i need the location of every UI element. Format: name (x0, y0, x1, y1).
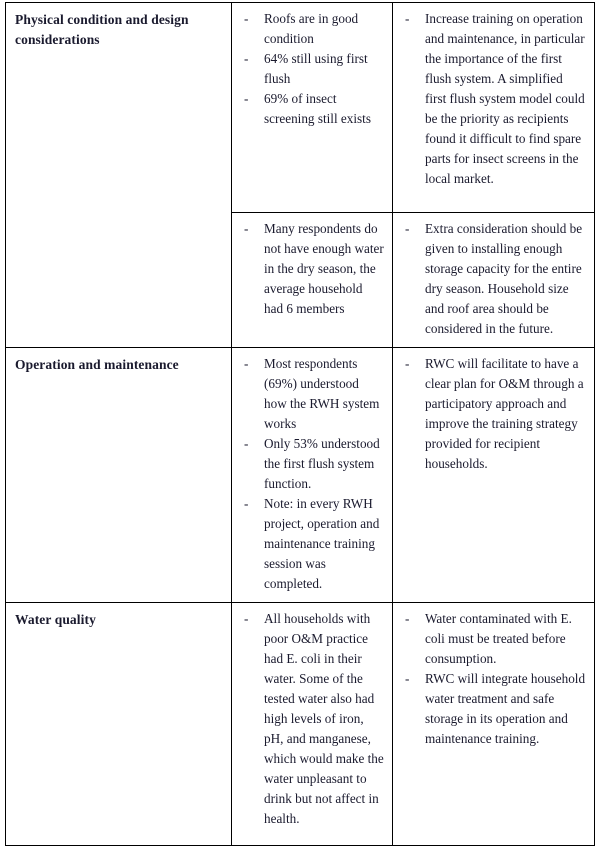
list-item (240, 609, 384, 829)
dash-bullet-icon: - (405, 356, 410, 371)
findings-content (232, 213, 392, 327)
list-item-text: 64% still using first flush (264, 51, 368, 86)
recommendations-cell (393, 348, 595, 603)
table-body (6, 3, 595, 846)
findings-cell (232, 213, 393, 348)
dash-bullet-icon: - (244, 221, 249, 236)
recommendations-list (401, 609, 586, 749)
list-item (240, 89, 384, 129)
list-item-text: 69% of insect screening still exists (264, 91, 371, 126)
list-item (401, 609, 586, 669)
recommendations-list (401, 219, 586, 339)
category-cell (6, 3, 232, 348)
list-item (401, 669, 586, 749)
recommendations-cell (393, 3, 595, 213)
category-cell (6, 603, 232, 846)
dash-bullet-icon: - (405, 11, 410, 26)
list-item-text: Only 53% understood the first flush system function. (264, 436, 380, 491)
table-row (6, 603, 595, 846)
recommendations-list (401, 354, 586, 474)
list-item-text: All households with poor O&M practice had E. coli in their water. Some of the tested water also had high levels of iron, pH, and manganese, which would make the water unpleasant to drink but not affect in health. (264, 611, 384, 826)
findings-content (232, 3, 392, 212)
list-item (401, 219, 586, 339)
list-item-text: RWC will integrate household water treatment and safe storage in its operation and maintenance training. (425, 671, 586, 746)
dash-bullet-icon: - (244, 496, 249, 511)
recommendations-content (393, 603, 594, 757)
dash-bullet-icon: - (244, 356, 249, 371)
category-label: Water quality (15, 612, 96, 627)
table-row (6, 3, 595, 213)
table-row (6, 348, 595, 603)
list-item-text: Increase training on operation and maintenance, in particular the importance of the first flush system. A simplified first flush system model could be the priority as recipients found it difficult to find spare parts for insect screens in the local market. (425, 11, 585, 186)
dash-bullet-icon: - (244, 51, 249, 66)
list-item-text: Most respondents (69%) understood how the RWH system works (264, 356, 380, 431)
list-item (240, 49, 384, 89)
category-cell-spacer (6, 57, 231, 212)
findings-list (240, 9, 384, 129)
dash-bullet-icon: - (244, 11, 249, 26)
findings-cell (232, 3, 393, 213)
category-label: Physical condition and design considerations (15, 12, 189, 47)
list-item-text: Many respondents do not have enough water in the dry season, the average household had 6 members (264, 221, 384, 316)
findings-list (240, 609, 384, 829)
list-item (240, 9, 384, 49)
dash-bullet-icon: - (244, 436, 249, 451)
findings-cell (232, 603, 393, 846)
recommendations-content (393, 213, 594, 347)
list-item (240, 354, 384, 434)
cell-spacer (240, 129, 384, 204)
list-item-text: Roofs are in good condition (264, 11, 359, 46)
category-cell (6, 348, 232, 603)
category-label: Operation and maintenance (15, 357, 179, 372)
list-item (240, 494, 384, 594)
findings-content (232, 348, 392, 602)
findings-list (240, 354, 384, 594)
findings-content (232, 603, 392, 845)
recommendations-cell (393, 603, 595, 846)
dash-bullet-icon: - (244, 91, 249, 106)
list-item (401, 354, 586, 474)
list-item (240, 219, 384, 319)
list-item-text: Extra consideration should be given to installing enough storage capacity for the entire dry season. Household size and roof area should be considered in the future. (425, 221, 583, 336)
findings-cell (232, 348, 393, 603)
dash-bullet-icon: - (405, 611, 410, 626)
recommendations-content (393, 348, 594, 482)
dash-bullet-icon: - (405, 671, 410, 686)
recommendations-content (393, 3, 594, 197)
recommendations-cell (393, 213, 595, 348)
list-item-text: Water contaminated with E. coli must be treated before consumption. (425, 611, 572, 666)
cell-spacer (240, 829, 384, 837)
recommendations-list (401, 9, 586, 189)
list-item-text: RWC will facilitate to have a clear plan for O&M through a participatory approach and improve the training strategy provided for recipient households. (425, 356, 584, 471)
findings-recommendations-table (5, 2, 595, 846)
list-item (401, 9, 586, 189)
findings-list (240, 219, 384, 319)
dash-bullet-icon: - (405, 221, 410, 236)
dash-bullet-icon: - (244, 611, 249, 626)
list-item-text: Note: in every RWH project, operation and maintenance training session was completed. (264, 496, 380, 591)
list-item (240, 434, 384, 494)
